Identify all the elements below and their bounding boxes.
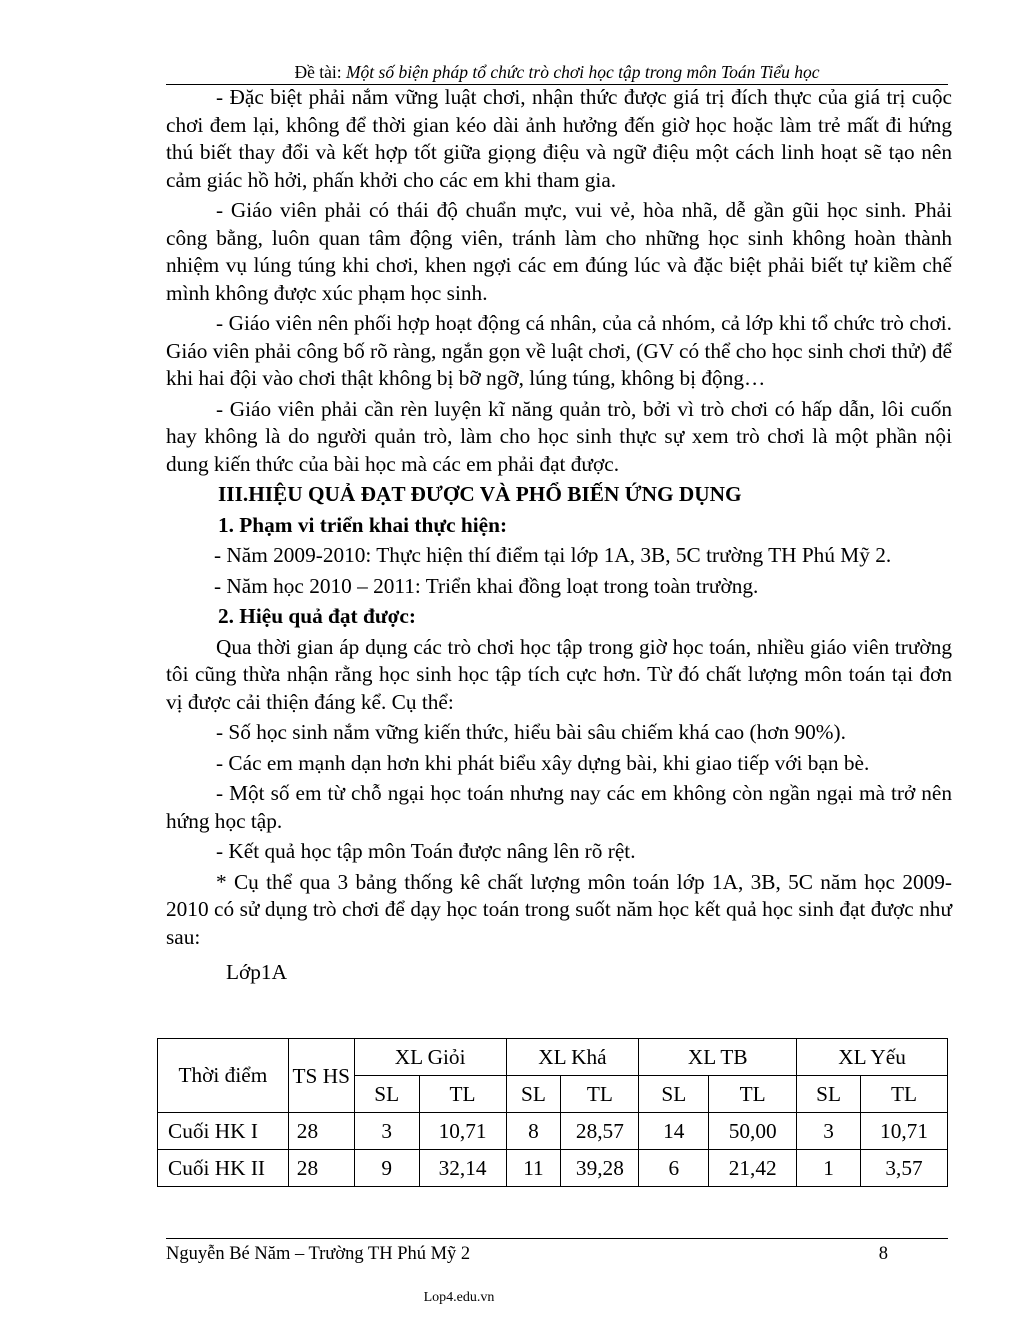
row-ts: 28 <box>288 1113 354 1150</box>
table-row <box>158 1150 948 1187</box>
header-cell-sl: SL <box>506 1076 561 1113</box>
page-footer <box>166 1238 948 1269</box>
table-cell: 8 <box>506 1113 561 1150</box>
header-cell-group: XL TB <box>639 1039 797 1076</box>
page-header <box>166 60 948 85</box>
table-cell: 39,28 <box>561 1150 639 1187</box>
header-cell-sl: SL <box>354 1076 419 1113</box>
table-cell: 28,57 <box>561 1113 639 1150</box>
statistics-table <box>157 1038 948 1187</box>
paragraph: - Giáo viên nên phối hợp hoạt động cá nhân, của cả nhóm, cả lớp khi tổ chức trò chơi. Giáo viên phải công bố rõ ràng, ngắn gọn về luật chơi, (GV có thể cho học sinh chơi thử) để khi hai đội vào chơi thật không bị bỡ ngỡ, lúng túng, không bị động… <box>166 311 952 390</box>
paragraph: - Giáo viên phải có thái độ chuẩn mực, vui vẻ, hòa nhã, dễ gần gũi học sinh. Phải công bằng, luôn quan tâm động viên, tránh làm cho những học sinh không hoàn thành nhiệm vụ lúng túng khi chơi, khen ngợi các em đúng lúc và đặc biệt phải biết tự kiềm chế mình không được xúc phạm học sinh. <box>166 198 952 305</box>
table-cell: 50,00 <box>709 1113 797 1150</box>
header-cell-group: XL Giỏi <box>354 1039 506 1076</box>
header-cell-group: XL Khá <box>506 1039 639 1076</box>
paragraph: - Một số em từ chỗ ngại học toán nhưng nay các em không còn ngần ngại mà trở nên hứng học tập. <box>166 781 952 833</box>
document-body <box>166 84 952 987</box>
header-prefix: Đề tài: <box>294 62 346 82</box>
subsection-title: 2. Hiệu quả đạt được: <box>218 604 416 628</box>
table-cell: 3 <box>354 1113 419 1150</box>
footer-author: Nguyễn Bé Năm – Trường TH Phú Mỹ 2 <box>166 1244 471 1264</box>
list-item: - Năm học 2010 – 2011: Triển khai đồng loạt trong toàn trường. <box>214 573 759 598</box>
header-title: Một số biện pháp tổ chức trò chơi học tập trong môn Toán Tiểu học <box>345 62 820 82</box>
header-cell-time: Thời điểm <box>158 1039 289 1113</box>
table-cell: 21,42 <box>709 1150 797 1187</box>
paragraph: - Đặc biệt phải nắm vững luật chơi, nhận thức được giá trị đích thực của giá trị cuộc chơi đem lại, không để thời gian kéo dài ảnh hưởng đến giờ học hoặc làm trẻ mất đi hứng thú biết thay đổi và kết hợp tốt giữa giọng điệu và ngữ điệu một cách linh hoạt sẽ tạo nên cảm giác hồ hởi, phấn khởi cho các em khi tham gia. <box>166 85 952 192</box>
table-header-row <box>158 1039 948 1076</box>
header-cell-tl: TL <box>419 1076 506 1113</box>
paragraph: - Giáo viên phải cần rèn luyện kĩ năng quản trò, bởi vì trò chơi có hấp dẫn, lôi cuốn hay không là do người quản trò, làm cho học sinh thực sự xem trò chơi là một phần nội dung kiến thức của bài học mà các em phải đạt được. <box>166 396 952 476</box>
header-cell-tl: TL <box>861 1076 948 1113</box>
table-cell: 3,57 <box>861 1150 948 1187</box>
header-cell-sl: SL <box>797 1076 861 1113</box>
table-cell: 32,14 <box>419 1150 506 1187</box>
paragraph: - Số học sinh nắm vững kiến thức, hiểu bài sâu chiếm khá cao (hơn 90%). <box>216 720 846 744</box>
header-cell-group: XL Yếu <box>797 1039 948 1076</box>
table-caption: Lớp1A <box>226 960 287 984</box>
page-number: 8 <box>878 1244 888 1264</box>
table-row <box>158 1113 948 1150</box>
table-cell: 6 <box>639 1150 709 1187</box>
header-cell-tl: TL <box>709 1076 797 1113</box>
section-title: III.HIỆU QUẢ ĐẠT ĐƯỢC VÀ PHỔ BIẾN ỨNG DỤNG <box>218 482 742 506</box>
paragraph: - Kết quả học tập môn Toán được nâng lên rõ rệt. <box>216 839 636 863</box>
paragraph: * Cụ thể qua 3 bảng thống kê chất lượng môn toán lớp 1A, 3B, 5C năm học 2009-2010 có sử dụng trò chơi để dạy học toán trong suốt năm học kết quả học sinh đạt được như sau: <box>166 869 952 949</box>
list-item: - Năm 2009-2010: Thực hiện thí điểm tại lớp 1A, 3B, 5C trường TH Phú Mỹ 2. <box>214 543 892 567</box>
paragraph: - Các em mạnh dạn hơn khi phát biểu xây dựng bài, khi giao tiếp với bạn bè. <box>216 750 870 775</box>
row-label: Cuối HK II <box>158 1150 289 1187</box>
row-ts: 28 <box>288 1150 354 1187</box>
table-cell: 9 <box>354 1150 419 1187</box>
source-watermark: Lop4.edu.vn <box>423 1290 495 1305</box>
table-cell: 1 <box>797 1150 861 1187</box>
table-cell: 10,71 <box>861 1113 948 1150</box>
header-cell-sl: SL <box>639 1076 709 1113</box>
table-cell: 10,71 <box>419 1113 506 1150</box>
table-cell: 11 <box>506 1150 561 1187</box>
header-cell-tl: TL <box>561 1076 639 1113</box>
table-cell: 3 <box>797 1113 861 1150</box>
table-cell: 14 <box>639 1113 709 1150</box>
header-cell-ts: TS HS <box>288 1039 354 1113</box>
subsection-title: 1. Phạm vi triển khai thực hiện: <box>218 512 508 537</box>
row-label: Cuối HK I <box>158 1113 289 1150</box>
paragraph: Qua thời gian áp dụng các trò chơi học tập trong giờ học toán, nhiều giáo viên trường tôi cũng thừa nhận rằng học sinh học tập tích cực hơn. Từ đó chất lượng môn toán tại đơn vị được cải thiện đáng kể. Cụ thể: <box>166 634 952 714</box>
